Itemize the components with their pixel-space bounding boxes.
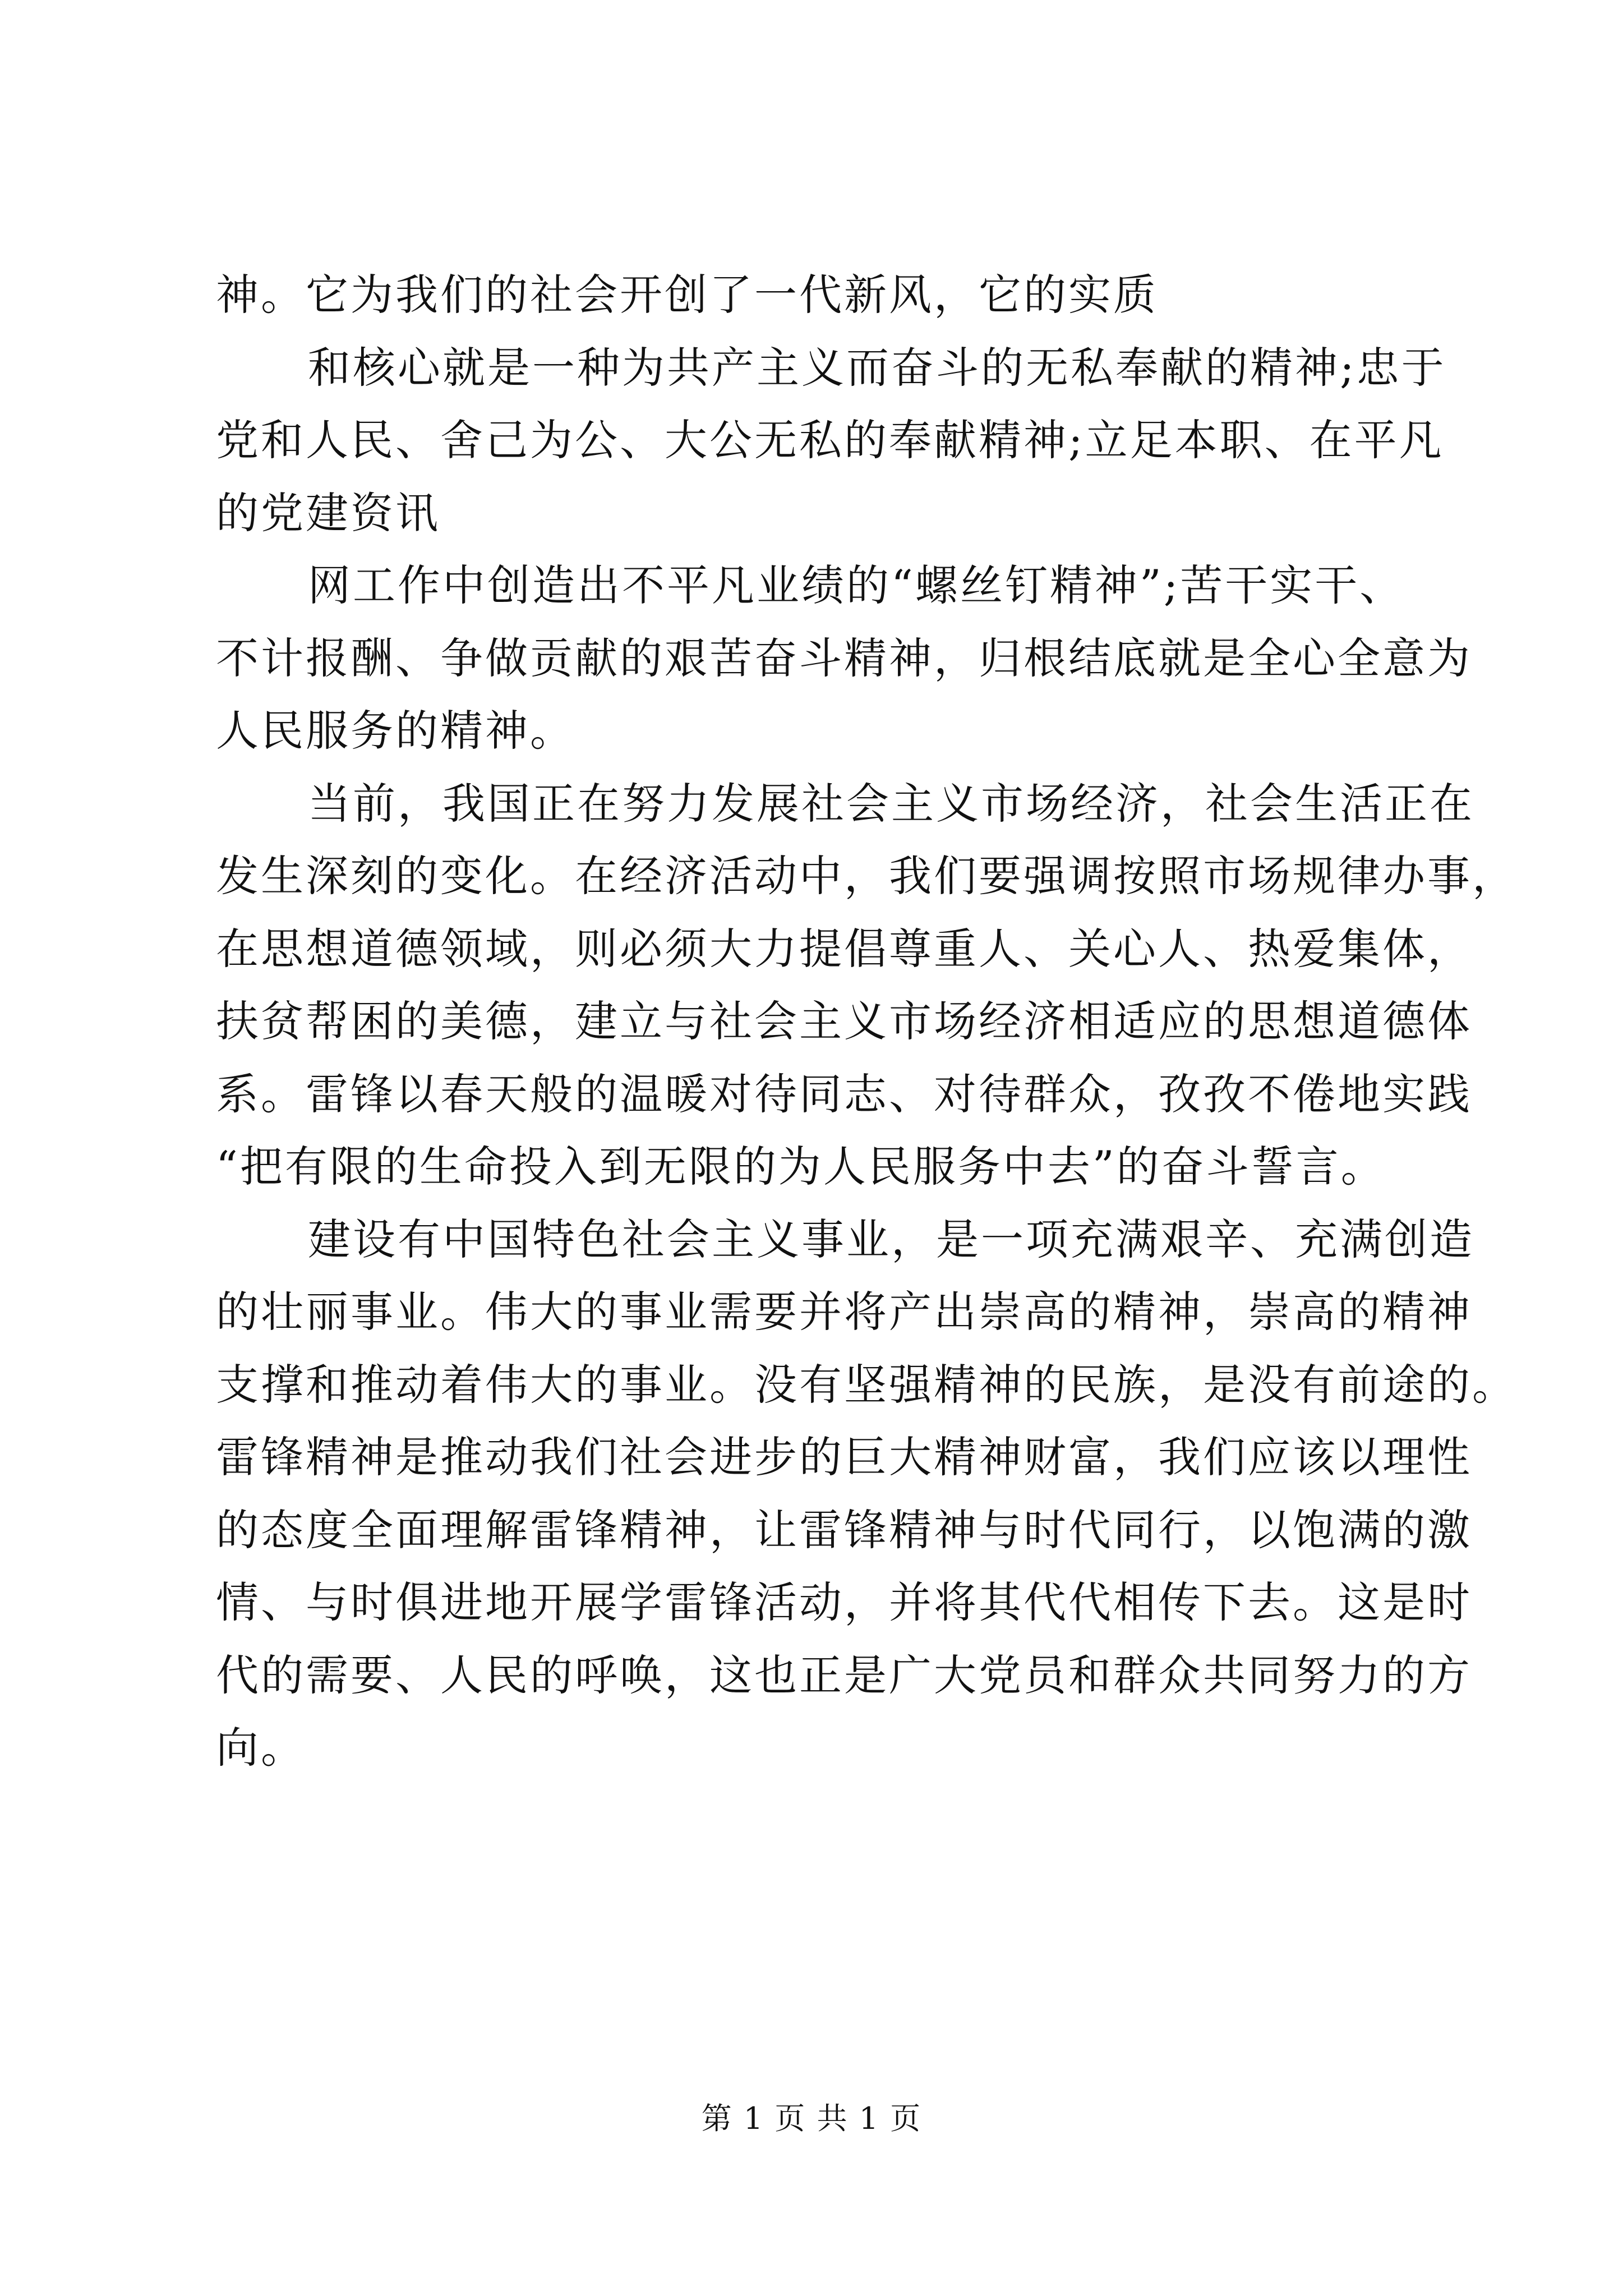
document-body	[216, 259, 1517, 1785]
text-line: 情、与时俱进地开展学雷锋活动，并将其代代相传下去。这是时	[216, 1577, 1472, 1627]
text-line: 网工作中创造出不平凡业绩的“螺丝钉精神”;苦干实干、	[308, 560, 1405, 610]
text-line: 的态度全面理解雷锋精神，让雷锋精神与时代同行，以饱满的激	[216, 1504, 1472, 1555]
text-line: 神。它为我们的社会开创了一代新风，它的实质	[216, 270, 1158, 320]
text-line: 扶贫帮困的美德，建立与社会主义市场经济相适应的思想道德体	[216, 996, 1472, 1046]
text-line: 发生深刻的变化。在经济活动中，我们要强调按照市场规律办事，	[216, 851, 1517, 901]
text-line: 支撑和推动着伟大的事业。没有坚强精神的民族，是没有前途的。	[216, 1359, 1517, 1410]
text-line: 和核心就是一种为共产主义而奋斗的无私奉献的精神;忠于	[308, 342, 1446, 393]
text-line: 党和人民、舍己为公、大公无私的奉献精神;立足本职、在平凡	[216, 415, 1444, 465]
text-line: 不计报酬、争做贡献的艰苦奋斗精神，归根结底就是全心全意为	[216, 633, 1472, 683]
text-line: 雷锋精神是推动我们社会进步的巨大精神财富，我们应该以理性	[216, 1432, 1472, 1482]
text-line: 代的需要、人民的呼唤，这也正是广大党员和群众共同努力的方	[216, 1650, 1472, 1700]
text-line: 的党建资讯	[216, 487, 440, 538]
text-line: “把有限的生命投入到无限的为人民服务中去”的奋斗誓言。	[216, 1142, 1386, 1191]
text-line: 当前，我国正在努力发展社会主义市场经济，社会生活正在	[308, 778, 1474, 829]
text-line: 建设有中国特色社会主义事业，是一项充满艰辛、充满创造	[308, 1214, 1474, 1264]
text-line: 的壮丽事业。伟大的事业需要并将产出崇高的精神，崇高的精神	[216, 1287, 1472, 1337]
text-line: 系。雷锋以春天般的温暖对待同志、对待群众，孜孜不倦地实践	[216, 1069, 1472, 1119]
text-line: 人民服务的精神。	[216, 706, 575, 756]
text-line: 向。	[216, 1723, 306, 1773]
text-line: 在思想道德领域，则必须大力提倡尊重人、关心人、热爱集体，	[216, 923, 1472, 974]
page-footer: 第 1 页 共 1 页	[701, 2101, 922, 2136]
